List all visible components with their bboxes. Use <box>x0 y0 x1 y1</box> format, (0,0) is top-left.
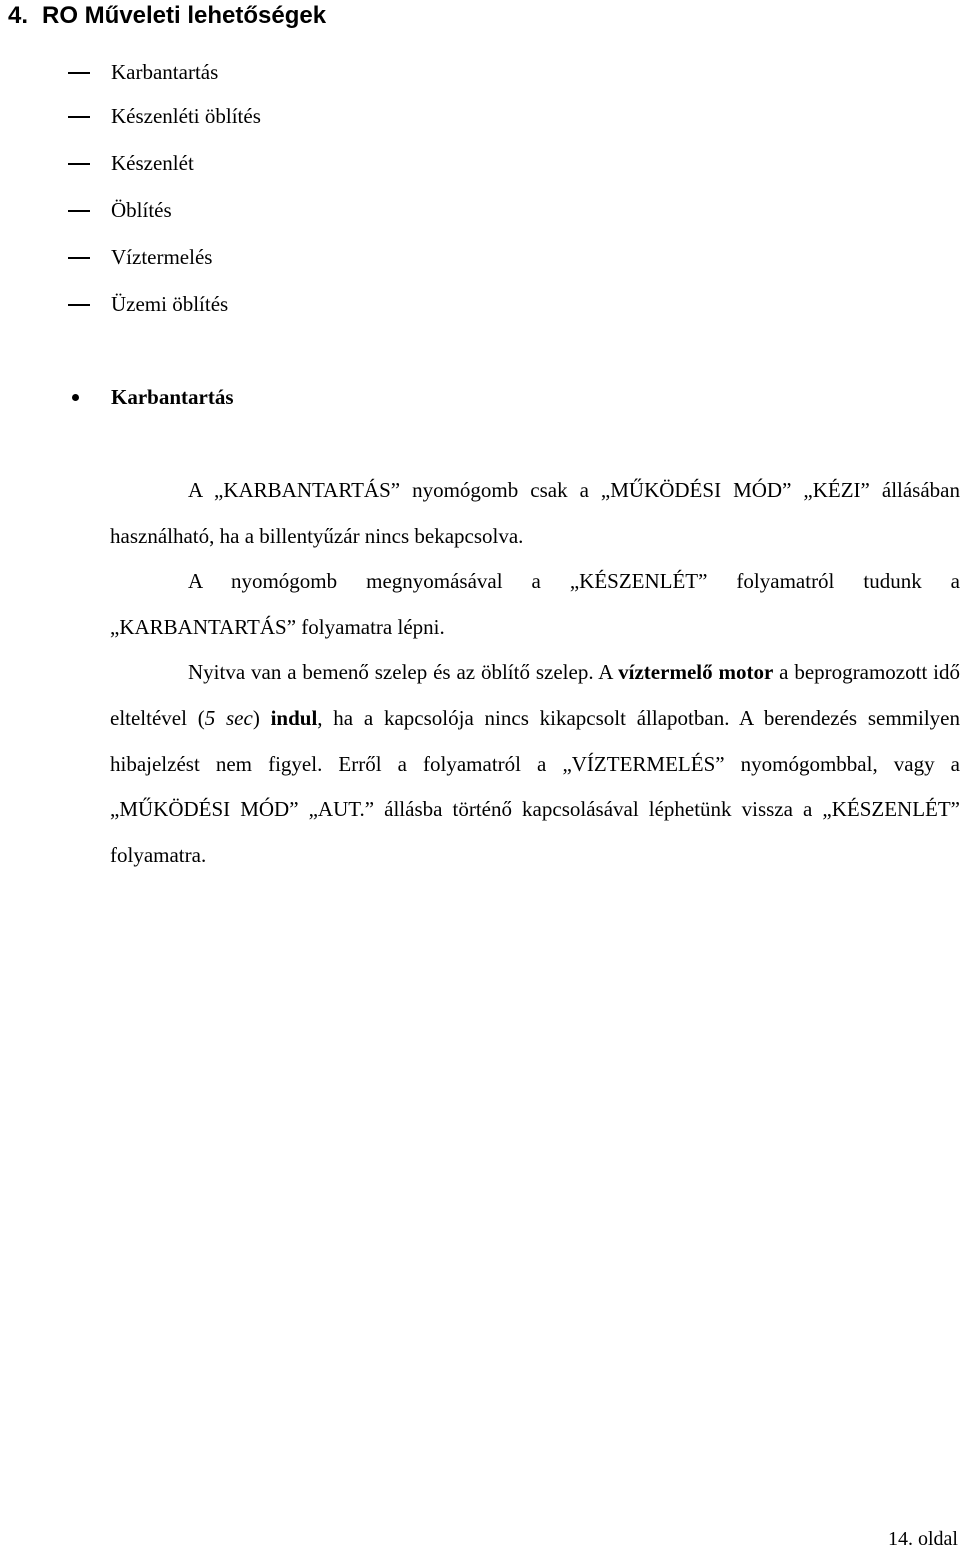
bullet-icon <box>72 394 79 401</box>
paragraph-1: A „KARBANTARTÁS” nyomógomb csak a „MŰKÖDÉSI MÓD” „KÉZI” állásában használható, ha a billentyűzár nincs bekapcsolva. <box>110 478 960 548</box>
list-item-label: Víztermelés <box>111 244 213 269</box>
list-item <box>68 233 261 280</box>
list-item-label: Készenlét <box>111 150 194 175</box>
subsection-heading <box>72 382 234 412</box>
dash-icon <box>68 257 90 259</box>
dash-icon <box>68 72 90 74</box>
list-item-label: Karbantartás <box>111 60 219 84</box>
list-item <box>68 92 261 139</box>
list-item <box>68 186 261 233</box>
emphasis-duration: 5 sec <box>204 705 253 730</box>
list-item-label: Öblítés <box>111 197 172 222</box>
subsection-title: Karbantartás <box>111 385 234 409</box>
list-item <box>68 52 261 92</box>
body-text <box>110 468 960 878</box>
dash-icon <box>68 304 90 306</box>
paragraph-3-text: a beprogramozott idő elteltével ( <box>110 660 960 730</box>
section-number: 4. <box>8 2 29 29</box>
emphasis-motor: víztermelő motor <box>618 660 774 685</box>
paragraph-3-text: Nyitva van a bemenő szelep és az öblítő szelep. A <box>188 660 619 685</box>
dash-icon <box>68 116 90 118</box>
paragraph-3-text: ) <box>252 705 271 730</box>
list-item-label: Készenléti öblítés <box>111 103 261 128</box>
list-item <box>68 139 261 186</box>
emphasis-start: indul <box>270 705 318 730</box>
dash-icon <box>68 210 90 212</box>
list-item <box>68 280 261 327</box>
page-number: 14. oldal <box>888 1528 958 1550</box>
operation-list <box>68 52 261 327</box>
paragraph-3-text: , ha a kapcsolója nincs kikapcsolt állapotban. A berendezés semmilyen hibajelzést nem figyel. Erről a folyamatról a „VÍZTERMELÉS” nyomógombbal, vagy a „MŰKÖDÉSI MÓD” „AUT.” állásba történő kapcsolásával léphetünk vissza a „KÉSZENLÉT” folyamatra. <box>110 705 960 867</box>
dash-icon <box>68 163 90 165</box>
section-heading <box>8 0 326 32</box>
paragraph-3 <box>110 650 960 878</box>
paragraph-2: A nyomógomb megnyomásával a „KÉSZENLÉT” folyamatról tudunk a „KARBANTARTÁS” folyamatra lépni. <box>110 569 960 639</box>
list-item-label: Üzemi öblítés <box>111 291 229 316</box>
section-title: RO Műveleti lehetőségek <box>42 2 327 29</box>
